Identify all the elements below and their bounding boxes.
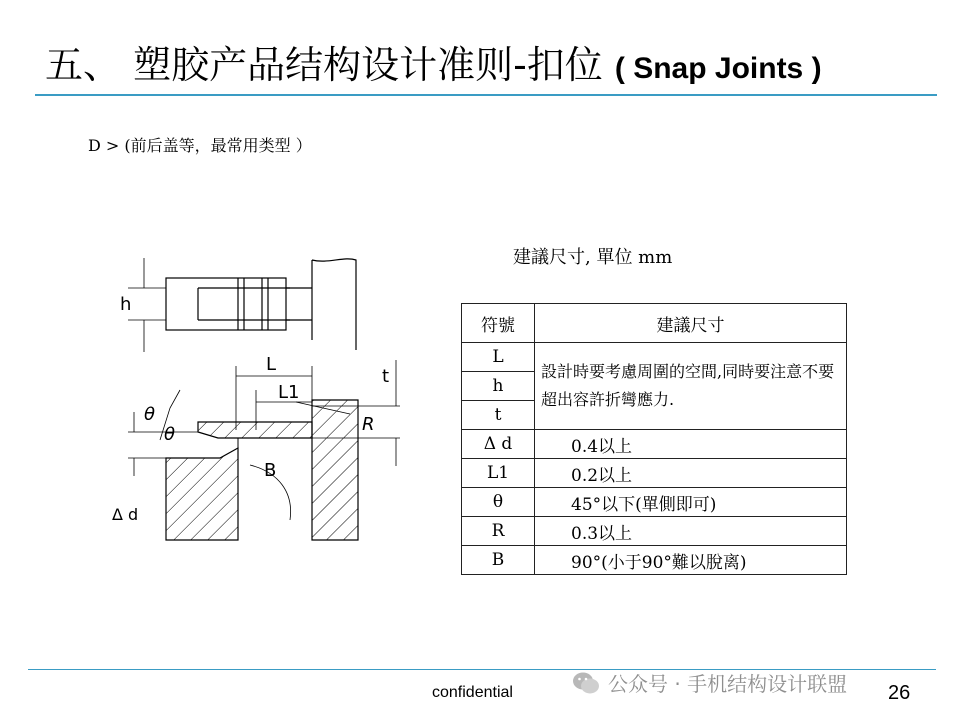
- table-row: [462, 343, 847, 372]
- label-theta-1: θ: [144, 404, 156, 425]
- symbol-cell: L1: [462, 459, 535, 488]
- label-B: B: [264, 460, 277, 481]
- snap-joint-drawing: [100, 240, 400, 560]
- header-symbol: 符號: [462, 304, 535, 343]
- label-R: R: [362, 414, 375, 435]
- slide-title: [45, 36, 945, 98]
- watermark: [572, 668, 847, 697]
- value-cell: 0.4以上: [535, 430, 847, 459]
- table-row: [462, 517, 847, 546]
- table-caption: 建議尺寸, 單位 mm: [513, 247, 673, 268]
- table-row: [462, 459, 847, 488]
- label-h: h: [120, 294, 132, 315]
- symbol-cell: θ: [462, 488, 535, 517]
- wechat-logo-icon: [572, 670, 600, 696]
- label-t: t: [382, 366, 390, 387]
- watermark-text: 公众号 · 手机结构设计联盟: [608, 672, 848, 696]
- slide-title-en: ( Snap Joints ): [614, 52, 822, 85]
- symbol-cell: h: [462, 372, 535, 401]
- slide-subtitle: D > (前后盖等，最常用类型 ）: [88, 136, 312, 155]
- label-L1: L1: [278, 382, 300, 403]
- table-row: [462, 430, 847, 459]
- value-cell: 45°以下(單側即可): [535, 488, 847, 517]
- value-cell: 0.2以上: [535, 459, 847, 488]
- title-divider: [35, 94, 937, 96]
- label-theta-2: θ: [164, 424, 176, 445]
- slide-title-cn: 五、 塑胶产品结构设计准则-扣位: [45, 43, 603, 87]
- header-size: 建議尺寸: [535, 304, 847, 343]
- symbol-cell: Δ d: [462, 430, 535, 459]
- spec-table: [461, 303, 847, 575]
- label-delta-d: Δ d: [112, 505, 139, 524]
- table-row: [462, 488, 847, 517]
- symbol-cell: L: [462, 343, 535, 372]
- table-row: [462, 546, 847, 575]
- value-cell: 0.3以上: [535, 517, 847, 546]
- symbol-cell: R: [462, 517, 535, 546]
- symbol-cell: t: [462, 401, 535, 430]
- note-cell: 設計時要考慮周圍的空間,同時要注意不要超出容許折彎應力.: [535, 343, 847, 430]
- label-L: L: [266, 354, 277, 375]
- page-number: 26: [888, 682, 911, 704]
- symbol-cell: B: [462, 546, 535, 575]
- confidential-label: confidential: [432, 684, 513, 701]
- value-cell: 90°(小于90°難以脫离): [535, 546, 847, 575]
- table-header-row: [462, 304, 847, 343]
